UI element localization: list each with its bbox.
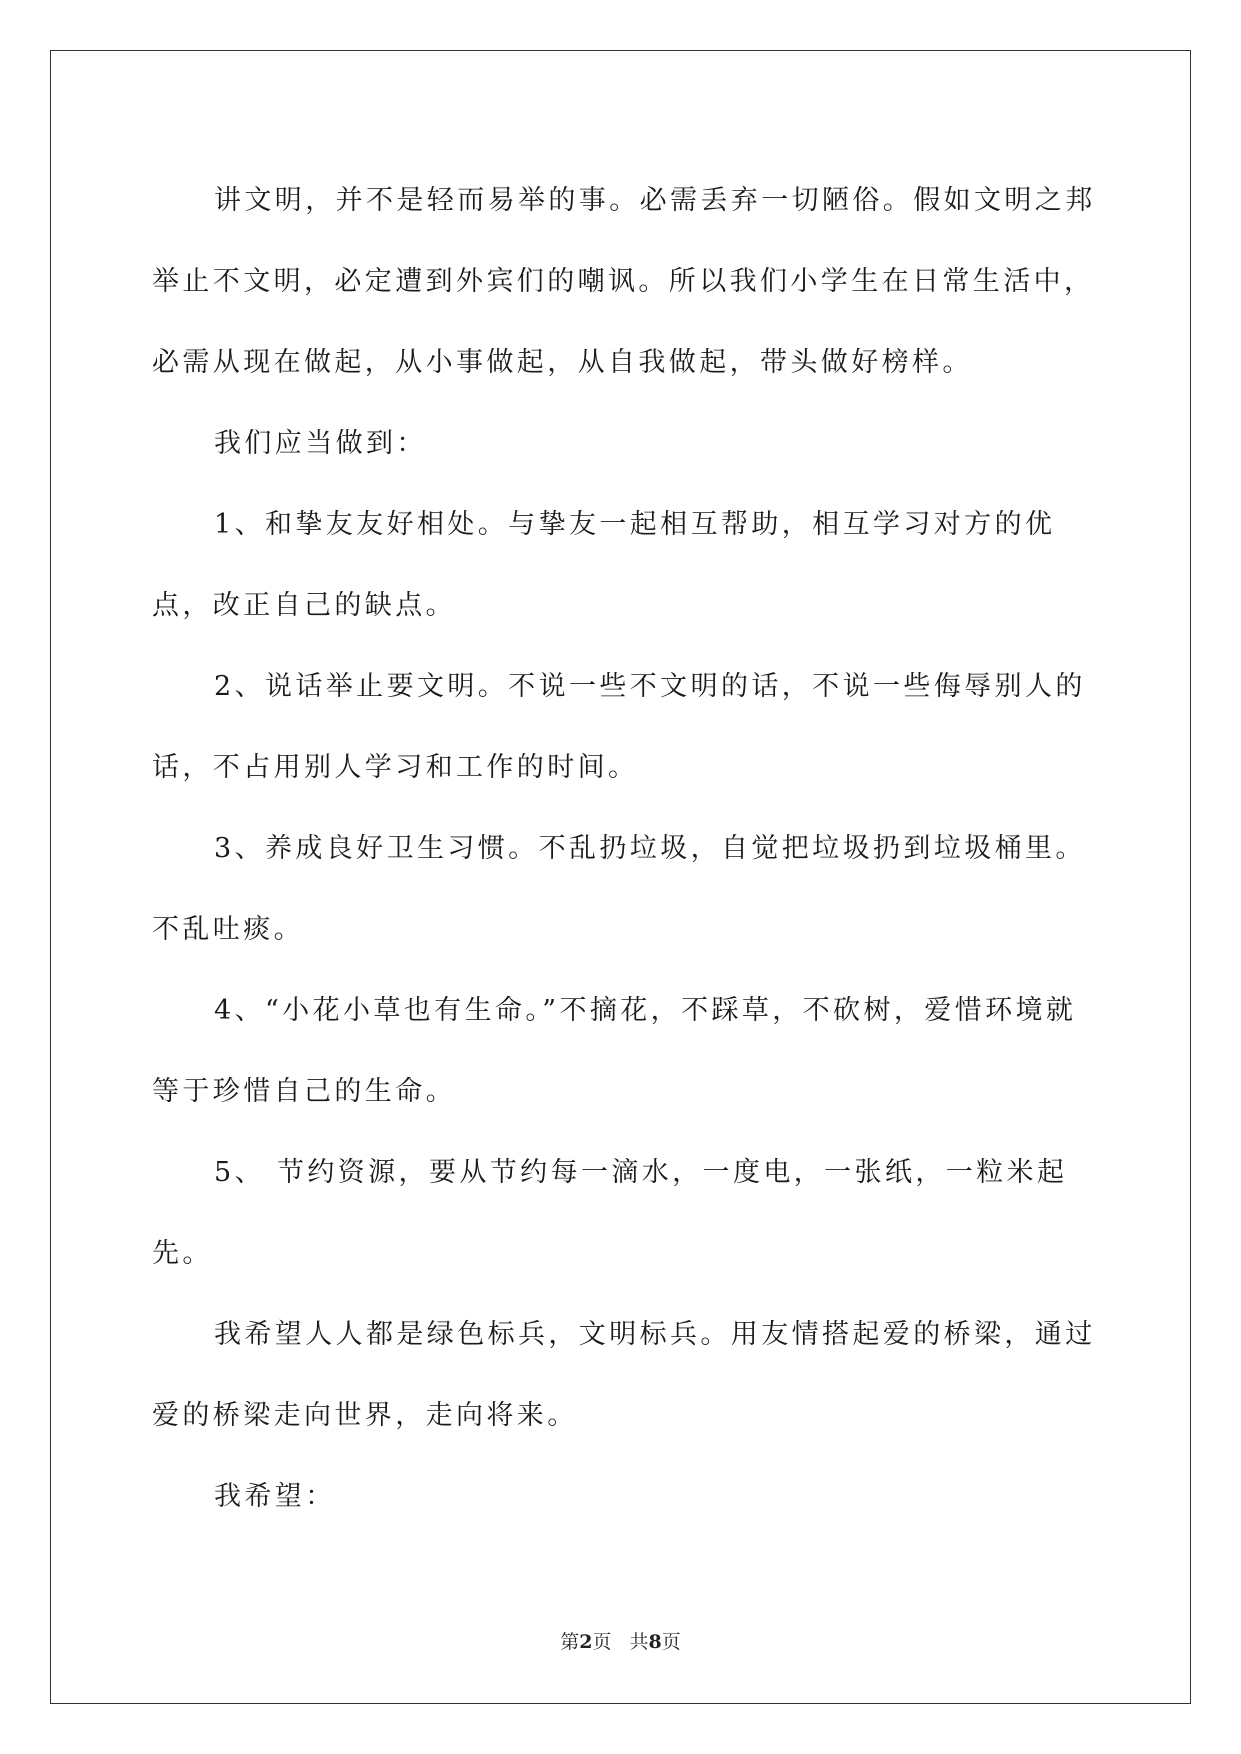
paragraph: 3、养成良好卫生习惯。不乱扔垃圾，自觉把垃圾扔到垃圾桶里。不乱吐痰。 [152, 833, 1086, 945]
paragraph: 5、 节约资源，要从节约每一滴水，一度电，一张纸，一粒米起先。 [152, 1157, 1068, 1269]
page-number: 2 [579, 1631, 593, 1653]
paragraph: 1、和挚友友好相处。与挚友一起相互帮助，相互学习对方的优点，改正自己的缺点。 [152, 509, 1056, 621]
paragraph: 讲文明，并不是轻而易举的事。必需丢弃一切陋俗。假如文明之邦举止不文明，必定遭到外宾们的嘲讽。所以我们小学生在日常生活中，必需从现在做起，从小事做起，从自我做起，带头做好榜样。 [152, 185, 1096, 378]
document-body [152, 160, 1097, 1537]
paragraph: 4、“小花小草也有生命。”不摘花，不踩草，不砍树，爱惜环境就等于珍惜自己的生命。 [152, 995, 1077, 1107]
total-suffix: 页 [661, 1631, 681, 1653]
total-pages: 8 [648, 1631, 662, 1653]
total-prefix: 共 [629, 1631, 649, 1653]
paragraph: 我希望： [214, 1481, 336, 1512]
paragraph: 我希望人人都是绿色标兵，文明标兵。用友情搭起爱的桥梁，通过爱的桥梁走向世界，走向将来。 [152, 1319, 1096, 1431]
paragraph: 我们应当做到： [214, 428, 427, 459]
page-prefix: 第 [560, 1631, 580, 1653]
page-suffix: 页 [592, 1631, 612, 1653]
page-footer [0, 1627, 1241, 1654]
paragraph: 2、说话举止要文明。不说一些不文明的话，不说一些侮辱别人的话，不占用别人学习和工作的时间。 [152, 671, 1086, 783]
